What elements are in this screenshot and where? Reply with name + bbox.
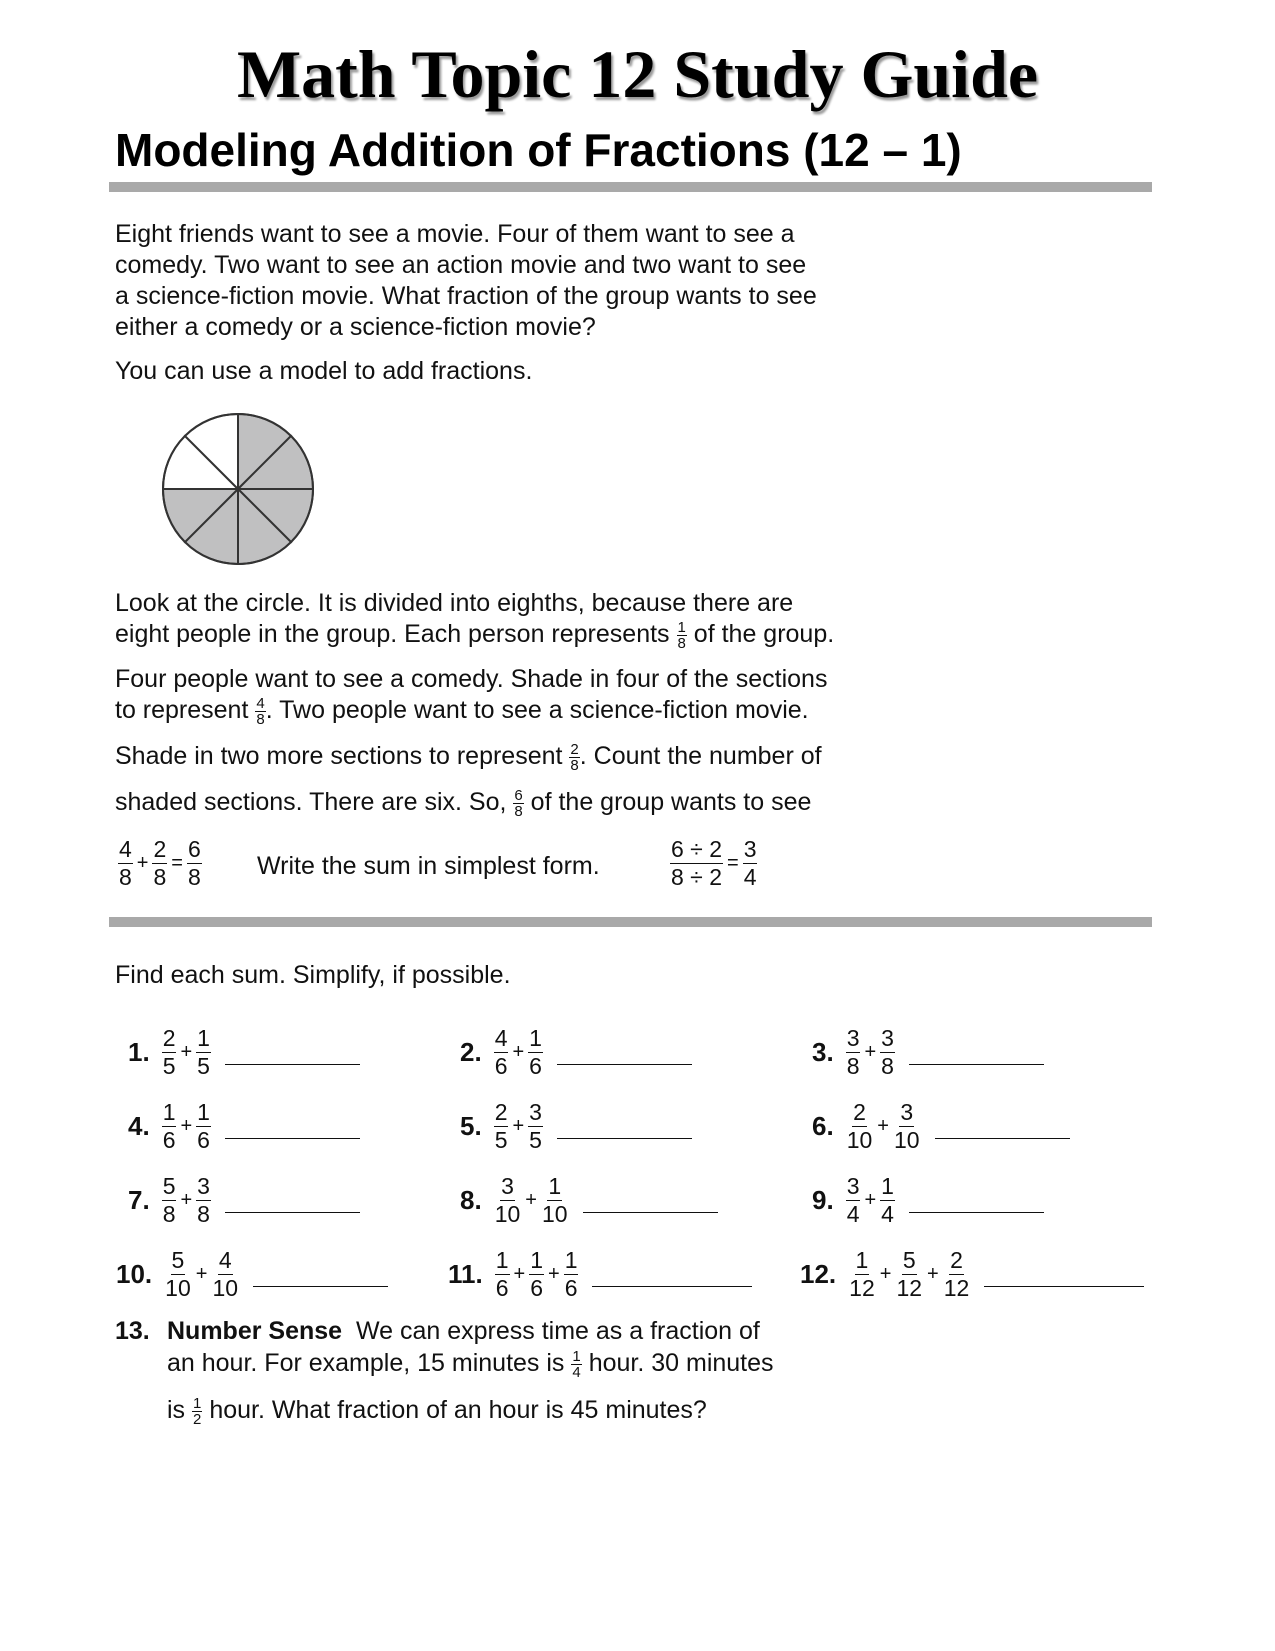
fraction: $\frac{4}{10}$: [212, 1247, 239, 1301]
plus-sign: +: [512, 1115, 525, 1137]
fraction: $\frac{3}{5}$: [529, 1099, 542, 1153]
fraction: $\frac{6}{8}$: [187, 836, 201, 890]
problem-text: We can express time as a fraction of: [355, 1317, 760, 1345]
plus-sign: +: [195, 1263, 208, 1285]
fraction-one-quarter: $\frac{1}{4}$: [572, 1347, 581, 1381]
fraction: $\frac{1}{5}$: [197, 1025, 210, 1079]
fraction: $\frac{3}{10}$: [893, 1099, 920, 1153]
problem-number: 6.: [812, 1111, 834, 1141]
problem-number: 1.: [128, 1037, 150, 1067]
practice-problem: [460, 1175, 718, 1226]
practice-problem: [128, 1175, 360, 1226]
fraction: $\frac{1}{6}$: [495, 1247, 509, 1301]
answer-blank[interactable]: [225, 1138, 360, 1139]
explanation-line: [115, 787, 811, 819]
fraction: $\frac{3}{4}$: [743, 836, 757, 890]
problem-number: 11.: [448, 1259, 483, 1289]
intro-line: either a comedy or a science-fiction movie?: [115, 313, 596, 341]
model-hint: You can use a model to add fractions.: [115, 357, 533, 385]
fraction-one-half: $\frac{1}{2}$: [193, 1394, 202, 1428]
fraction: $\frac{3}{8}$: [197, 1173, 210, 1227]
problem-text: hour. What fraction of an hour is 45 minutes?: [209, 1396, 707, 1424]
lesson-subtitle: Modeling Addition of Fractions (12 – 1): [115, 124, 962, 176]
fraction: $\frac{2}{5}$: [494, 1099, 508, 1153]
fraction: $\frac{4}{6}$: [494, 1025, 508, 1079]
fraction: $\frac{5}{12}$: [896, 1247, 923, 1301]
problem-text: is: [167, 1396, 186, 1424]
explanation-line: [115, 588, 793, 619]
fraction: $\frac{1}{6}$: [197, 1099, 210, 1153]
answer-blank[interactable]: [253, 1286, 388, 1287]
equals-sign: =: [727, 852, 739, 874]
fraction: $\frac{3}{10}$: [494, 1173, 521, 1227]
section-divider: [109, 917, 1152, 927]
circle-fraction-model: [158, 409, 318, 569]
explanation-line: [115, 619, 834, 651]
fraction: $\frac{5}{10}$: [165, 1247, 191, 1301]
answer-blank[interactable]: [557, 1138, 692, 1139]
page-title: Math Topic 12 Study Guide: [236, 36, 1039, 112]
intro-line: a science-fiction movie. What fraction of the group wants to see: [115, 282, 817, 310]
answer-blank[interactable]: [225, 1064, 360, 1065]
fraction-two-eighths: $\frac{2}{8}$: [570, 740, 579, 774]
problem-number: 10.: [116, 1259, 153, 1289]
explanation-text: . Two people want to see a science-fiction movie.: [265, 696, 809, 724]
plus-sign: +: [864, 1189, 877, 1211]
answer-blank[interactable]: [557, 1064, 692, 1065]
fraction: $\frac{2}{12}$: [943, 1247, 970, 1301]
explanation-text: of the group wants to see: [530, 788, 812, 816]
problem-number: 13.: [115, 1317, 150, 1345]
practice-instructions: Find each sum. Simplify, if possible.: [115, 961, 511, 989]
simplify-equation: [670, 838, 757, 889]
plus-sign: +: [548, 1263, 560, 1285]
fraction: $\frac{3}{8}$: [846, 1025, 860, 1079]
problem-number: 12.: [800, 1259, 837, 1289]
problem-number: 4.: [128, 1111, 150, 1141]
plus-sign: +: [512, 1041, 525, 1063]
plus-sign: +: [180, 1115, 193, 1137]
plus-sign: +: [877, 1115, 889, 1137]
fraction: $\frac{5}{8}$: [162, 1173, 176, 1227]
section-divider: [109, 182, 1152, 192]
practice-problem: [460, 1101, 692, 1152]
intro-line: Eight friends want to see a movie. Four of them want to see a: [115, 220, 795, 248]
plus-sign: +: [879, 1263, 892, 1285]
plus-sign: +: [864, 1041, 877, 1063]
fraction-one-eighth: $\frac{1}{8}$: [677, 618, 686, 652]
explanation-text: . Count the number of: [579, 742, 822, 770]
fraction: $\frac{1}{10}$: [541, 1173, 568, 1227]
equals-sign: =: [171, 852, 183, 874]
explanation-text: of the group.: [693, 620, 835, 648]
plus-sign: +: [525, 1189, 537, 1211]
explanation-text: Shade in two more sections to represent: [115, 742, 563, 770]
problem-heading: Number Sense: [167, 1317, 343, 1345]
answer-blank[interactable]: [909, 1212, 1044, 1213]
problem-number: 8.: [460, 1185, 482, 1215]
fraction: $\frac{1}{6}$: [529, 1025, 542, 1079]
fraction: $\frac{2}{8}$: [153, 836, 167, 890]
practice-problem: [448, 1249, 752, 1300]
fraction-six-eighths: $\frac{6}{8}$: [514, 786, 523, 820]
practice-problem: [812, 1027, 1044, 1078]
problem-13: [115, 1316, 760, 1347]
fraction: $\frac{1}{6}$: [530, 1247, 543, 1301]
intro-line: comedy. Two want to see an action movie and two want to see: [115, 251, 807, 279]
problem-number: 9.: [812, 1185, 834, 1215]
practice-problem: [116, 1249, 388, 1300]
explanation-text: shaded sections. There are six. So,: [115, 788, 507, 816]
practice-problem: [128, 1101, 360, 1152]
fraction: $\frac{3}{8}$: [881, 1025, 894, 1079]
answer-blank[interactable]: [909, 1064, 1044, 1065]
plus-sign: +: [927, 1263, 939, 1285]
plus-sign: +: [136, 852, 149, 874]
explanation-line: [115, 664, 827, 695]
simplest-form-label: Write the sum in simplest form.: [257, 852, 600, 880]
fraction: $\frac{1}{12}$: [849, 1247, 875, 1301]
practice-problem: [128, 1027, 360, 1078]
explanation-text: eight people in the group. Each person represents: [115, 620, 670, 648]
fraction: $\frac{2}{5}$: [162, 1025, 176, 1079]
practice-problem: [800, 1249, 1144, 1300]
fraction: $\frac{2}{10}$: [846, 1099, 873, 1153]
problem-text: an hour. For example, 15 minutes is: [167, 1349, 565, 1377]
problem-number: 5.: [460, 1111, 482, 1141]
problem-number: 3.: [812, 1037, 834, 1067]
problem-13-line: [167, 1395, 707, 1427]
practice-problem: [460, 1027, 692, 1078]
problem-number: 2.: [460, 1037, 482, 1067]
fraction: $\frac{1}{6}$: [564, 1247, 578, 1301]
intro-paragraph: [115, 219, 817, 343]
fraction: $\frac{3}{4}$: [846, 1173, 860, 1227]
practice-problem: [812, 1175, 1044, 1226]
plus-sign: +: [513, 1263, 526, 1285]
explanation-line: [115, 695, 809, 727]
problem-13-line: [167, 1348, 774, 1380]
fraction: $\frac{1}{6}$: [162, 1099, 176, 1153]
answer-blank[interactable]: [984, 1286, 1144, 1287]
problem-text: hour. 30 minutes: [588, 1349, 774, 1377]
explanation-line: [115, 741, 822, 773]
plus-sign: +: [180, 1041, 193, 1063]
fraction: $\frac{6 \div 2}{8 \div 2}$: [671, 836, 722, 890]
problem-number: 7.: [128, 1185, 150, 1215]
worked-equation: [118, 838, 202, 889]
explanation-text: Look at the circle. It is divided into eighths, because there are: [115, 589, 794, 617]
fraction-four-eighths: $\frac{4}{8}$: [256, 694, 265, 728]
answer-blank[interactable]: [225, 1212, 360, 1213]
practice-problem: [812, 1101, 1070, 1152]
fraction: $\frac{1}{4}$: [881, 1173, 894, 1227]
explanation-text: Four people want to see a comedy. Shade in four of the sections: [115, 665, 828, 693]
answer-blank[interactable]: [592, 1286, 752, 1287]
answer-blank[interactable]: [935, 1138, 1070, 1139]
fraction: $\frac{4}{8}$: [119, 836, 132, 890]
explanation-text: to represent: [115, 696, 249, 724]
plus-sign: +: [180, 1189, 193, 1211]
answer-blank[interactable]: [583, 1212, 718, 1213]
